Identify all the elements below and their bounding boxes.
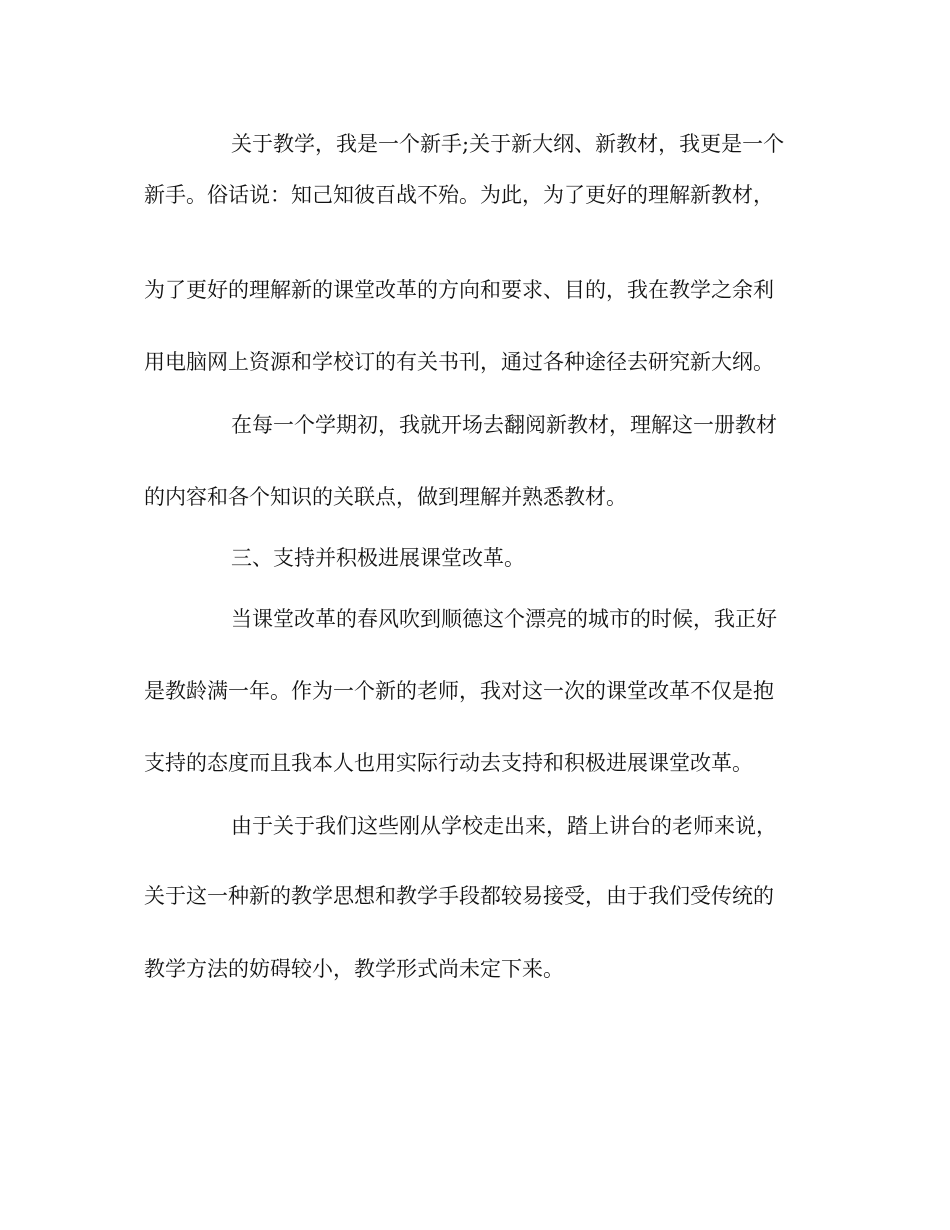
paragraph-4-line-3: 教学方法的妨碍较小，教学形式尚未定下来。 bbox=[144, 957, 564, 981]
section-heading: 三、支持并积极进展课堂改革。 bbox=[231, 546, 525, 570]
paragraph-3-line-1: 当课堂改革的春风吹到顺德这个漂亮的城市的时候，我正好 bbox=[231, 607, 777, 631]
paragraph-1-line-2: 新手。俗话说：知己知彼百战不殆。为此，为了更好的理解新教材， bbox=[144, 183, 774, 207]
paragraph-1-line-3: 为了更好的理解新的课堂改革的方向和要求、目的，我在教学之余利 bbox=[144, 278, 774, 302]
paragraph-4-line-1: 由于关于我们这些刚从学校走出来，踏上讲台的老师来说， bbox=[231, 814, 777, 838]
paragraph-2-line-2: 的内容和各个知识的关联点，做到理解并熟悉教材。 bbox=[144, 485, 627, 509]
paragraph-4-line-2: 关于这一种新的教学思想和教学手段都较易接受，由于我们受传统的 bbox=[144, 884, 774, 908]
paragraph-3-line-2: 是教龄满一年。作为一个新的老师，我对这一次的课堂改革不仅是抱 bbox=[144, 679, 774, 703]
paragraph-3-line-3: 支持的态度而且我本人也用实际行动去支持和积极进展课堂改革。 bbox=[144, 751, 753, 775]
paragraph-1-line-4: 用电脑网上资源和学校订的有关书刊，通过各种途径去研究新大纲。 bbox=[144, 350, 774, 374]
paragraph-1-line-1: 关于教学，我是一个新手;关于新大纲、新教材，我更是一个 bbox=[231, 132, 785, 156]
paragraph-2-line-1: 在每一个学期初，我就开场去翻阅新教材，理解这一册教材 bbox=[231, 413, 777, 437]
